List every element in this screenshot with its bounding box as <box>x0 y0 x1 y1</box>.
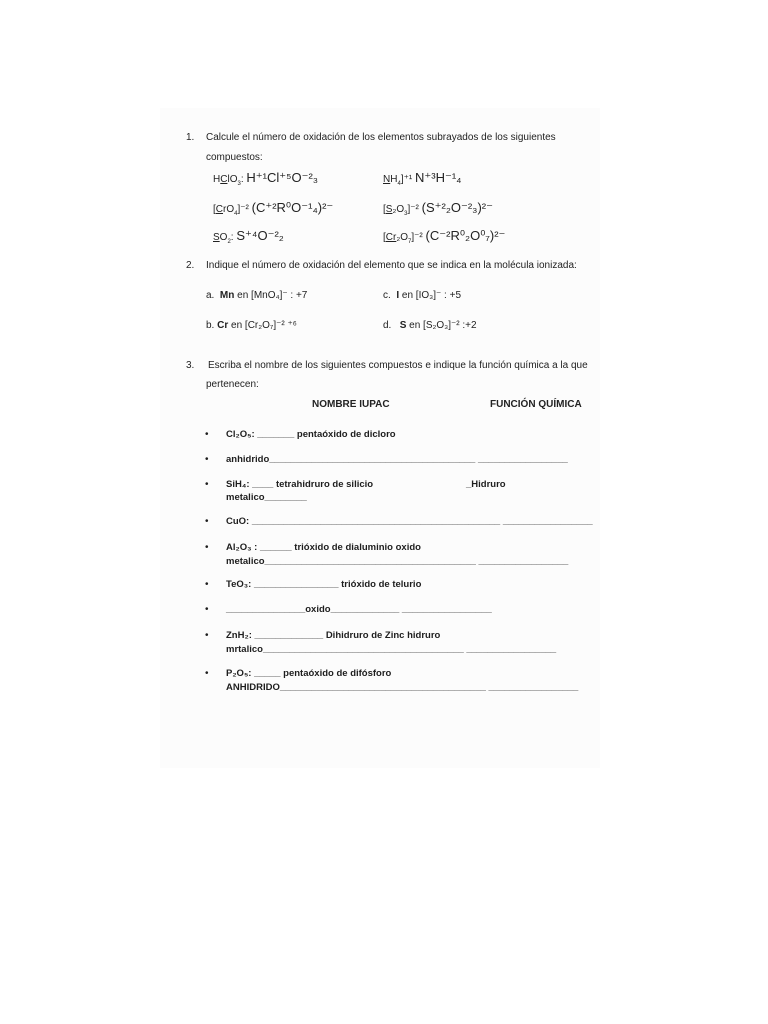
column-header-funcion: FUNCIÓN QUÍMICA <box>490 399 582 410</box>
q3-row-teo3: TeO₃: ________________ trióxido de telurio <box>226 579 422 590</box>
q2-item-d: d. S en [S₂O₃]⁻² :+2 <box>383 320 477 331</box>
bullet-icon: • <box>205 630 209 641</box>
bullet-icon: • <box>205 579 209 590</box>
bullet-icon: • <box>205 454 209 465</box>
bullet-icon: • <box>205 604 209 615</box>
bullet-icon: • <box>205 668 209 679</box>
q1-item-so2: $SO_2$: S⁺⁴O⁻²₂ <box>213 228 284 245</box>
q1-number: 1. <box>186 132 195 143</box>
bullet-icon: • <box>205 542 209 553</box>
q3-text-cont: pertenecen: <box>206 379 259 390</box>
q1-item-s2o3: $[S_2O_3]^{-2}$ (S⁺²₂O⁻²₃)²⁻ <box>383 200 493 217</box>
q3-text: Escriba el nombre de los siguientes compuestos e indique la función química a la que <box>208 360 588 371</box>
q1-text: Calcule el número de oxidación de los elementos subrayados de los siguientes <box>206 132 556 143</box>
q1-item-hclo3: HClO$_3$: H⁺¹Cl⁺⁵O⁻²₃ <box>213 170 319 187</box>
q3-row-sih4-funcion: _Hidruro <box>466 479 506 490</box>
q3-row-znh2: ZnH₂: _____________ Dihidruro de Zinc hidruro <box>226 630 441 641</box>
q3-row-sih4-line2: metalico________ <box>226 492 307 503</box>
q3-row-anhidrido: anhidrido_______________________________________ _________________ <box>226 454 568 465</box>
q1-item-nh4: $NH_4]^{+1}$ N⁺³H⁻¹₄ <box>383 170 462 187</box>
q3-row-sih4: SiH₄: ____ tetrahidruro de silicio <box>226 479 374 490</box>
q2-number: 2. <box>186 260 195 271</box>
q3-row-znh2-line2: mrtalico______________________________________ _________________ <box>226 644 557 655</box>
q3-row-cuo: CuO: _______________________________________________ _________________ <box>226 516 593 527</box>
q3-row-cl2o5: Cl₂O₅: _______ pentaóxido de dicloro <box>226 429 396 440</box>
q3-row-oxido: _______________oxido_____________ _________________ <box>226 604 492 615</box>
q3-row-al2o3-line2: metalico________________________________________ _________________ <box>226 556 569 567</box>
column-header-nombre: NOMBRE IUPAC <box>312 399 390 410</box>
q3-row-p2o5: P₂O₅: _____ pentaóxido de difósforo <box>226 668 392 679</box>
q2-text: Indique el número de oxidación del elemento que se indica en la molécula ionizada: <box>206 260 577 271</box>
q3-number: 3. <box>186 360 195 371</box>
q3-row-al2o3: Al₂O₃ : ______ trióxido de dialuminio oxido <box>226 542 421 553</box>
q1-text-cont: compuestos: <box>206 152 263 163</box>
bullet-icon: • <box>205 429 209 440</box>
q1-item-cr2o7: $[Cr_2O_7]^{-2}$ (C⁻²R⁰₂O⁰₇)²⁻ <box>383 228 506 245</box>
q3-row-p2o5-line2: ANHIDRIDO_______________________________________ _________________ <box>226 682 579 693</box>
q2-item-c: c. I en [IO₃]⁻ : +5 <box>383 290 462 301</box>
q1-item-cro4: [CrO$_4$]⁻² (C⁺²R⁰O⁻¹₄)²⁻ <box>213 200 334 217</box>
q2-item-a: a. Mn en [MnO₄]⁻ : +7 <box>206 290 308 301</box>
bullet-icon: • <box>205 479 209 490</box>
bullet-icon: • <box>205 516 209 527</box>
q2-item-b: b. Cr en [Cr₂O₇]⁻² ⁺⁶ <box>206 320 297 331</box>
